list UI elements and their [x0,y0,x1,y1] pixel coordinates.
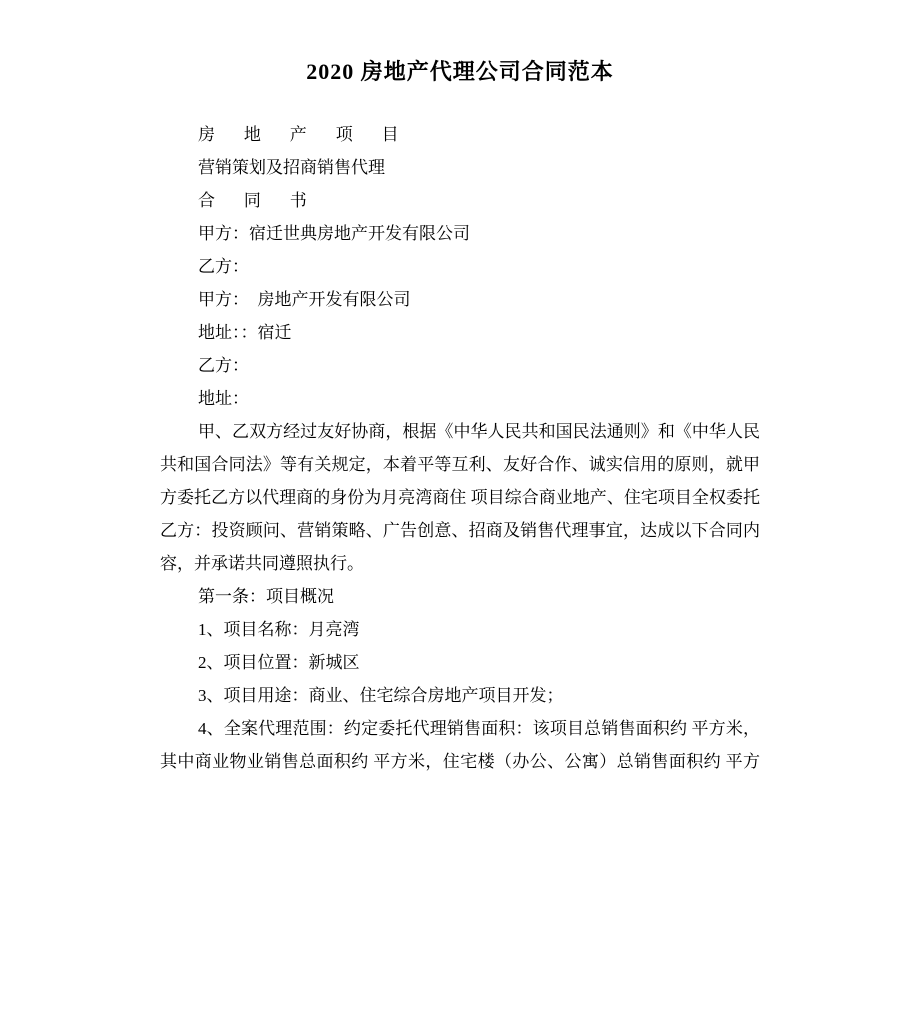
text-line: 合 同 书 [198,191,313,210]
document-body [160,118,760,778]
text-line: 方委托乙方以代理商的身份为月亮湾商住 项目综合商业地产、住宅项目全权委托 [160,488,760,507]
text-line: 共和国合同法》等有关规定，本着平等互利、友好合作、诚实信用的原则，就甲 [160,455,760,474]
document-title: 2020 房地产代理公司合同范本 [306,59,614,84]
text-line: 容，并承诺共同遵照执行。 [160,554,364,573]
text-line: 乙方： [198,257,249,276]
text-line: 其中商业物业销售总面积约 平方米，住宅楼（办公、公寓）总销售面积约 平方 [160,752,760,771]
text-line: 营销策划及招商销售代理 [198,158,385,177]
text-line: 房 地 产 项 目 [198,125,405,144]
text-line: 3、项目用途：商业、住宅综合房地产项目开发； [198,686,564,705]
text-line: 地址： [198,389,249,408]
text-line: 乙方： [198,356,249,375]
text-line: 1、项目名称：月亮湾 [198,620,360,639]
text-line: 第一条：项目概况 [198,587,334,606]
text-line: 乙方：投资顾问、营销策略、广告创意、招商及销售代理事宜，达成以下合同内 [160,521,760,540]
text-line: 甲方： 房地产开发有限公司 [198,290,411,309]
text-line: 4、全案代理范围：约定委托代理销售面积：该项目总销售面积约 平方米， [198,719,760,738]
text-line: 2、项目位置：新城区 [198,653,360,672]
text-line: 甲、乙双方经过友好协商，根据《中华人民共和国民法通则》和《中华人民 [198,422,760,441]
text-line: 地址：：宿迁 [198,323,292,342]
text-line: 甲方：宿迁世典房地产开发有限公司 [198,224,470,243]
